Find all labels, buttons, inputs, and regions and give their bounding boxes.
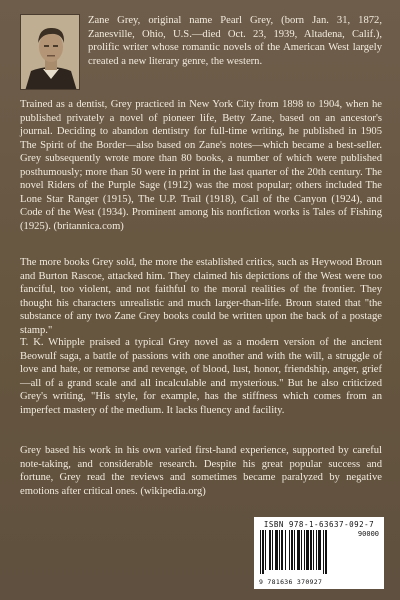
barcode-bar	[318, 530, 321, 570]
price-code: 90000	[357, 530, 379, 538]
barcode-bar	[316, 530, 317, 570]
barcode-bar	[260, 530, 261, 574]
author-intro: Zane Grey, original name Pearl Grey, (born Jan. 31, 1872, Zanesville, Ohio, U.S.—died Oct. 23, 1939, Altadena, Calif.), prolific writer whose romantic novels of the American West largely created a new literary genre, the western.	[88, 15, 382, 67]
whipple-paragraph: T. K. Whipple praised a typical Grey novel as a modern version of the ancient Beowulf saga, a battle of passions with one another and with the will, a struggle of love and hate, or remorse and revenge, of blood, lust, honor, friendship, anger, grief—all of a grand scale and all incalculable and mysterious." But he also criticized Grey's writing, "His style, for example, has the stiffness which comes from an imperfect mastery of the medium. It lacks fluency and facility.	[20, 337, 382, 416]
critics-paragraph: The more books Grey sold, the more the established critics, such as Heywood Broun and Burton Rascoe, attacked him. They claimed his depictions of the West were too fanciful, too violent, and not faithful to the moral realities of the frontier. They thought his characters unrealistic and much larger-than-life. Broun stated that "the substance of any two Zane Grey books could be written upon the back of a postage stamp."	[20, 257, 382, 336]
isbn-text: ISBN 978-1-63637-092-7	[263, 520, 375, 529]
barcode-bar	[313, 530, 314, 570]
barcode-bar	[301, 530, 302, 570]
barcode-bar	[304, 530, 305, 570]
barcode-bar	[272, 530, 273, 570]
barcode-bar	[323, 530, 324, 574]
author-portrait	[20, 14, 80, 90]
barcode-bars	[259, 530, 355, 574]
barcode-bar	[281, 530, 283, 570]
barcode-bar	[294, 530, 295, 570]
barcode-bar	[289, 530, 290, 570]
barcode-number: 9 781636 370927	[259, 578, 323, 586]
barcode-bar	[306, 530, 309, 570]
barcode-bar	[265, 530, 266, 570]
biography-paragraph: Trained as a dentist, Grey practiced in New York City from 1898 to 1904, when he published privately a novel of pioneer life, Betty Zane, based on an ancestor's journal. Deciding to abandon dentistry for full-time writing, he published in 1905 The Spirit of the Border—also based on Zane's notes—which became a best-seller. Grey subsequently wrote more than 80 books, a number of which were published posthumously; more than 50 were in print in the last quarter of the 20th century. The novel Riders of the Purple Sage (1912) was the most popular; others included The Lone Star Ranger (1915), The U.P. Trail (1918), Call of the Canyon (1924), and Code of the West (1934). Prominent among his nonfiction works is Tales of Fishing (1925). (britannica.com)	[20, 99, 382, 232]
barcode-bar	[269, 530, 271, 570]
barcode-bar	[297, 530, 300, 570]
barcode-bar	[291, 530, 293, 570]
barcode-bar	[325, 530, 327, 574]
barcode-bar	[262, 530, 264, 574]
barcode-bar	[285, 530, 286, 570]
barcode-bar	[310, 530, 312, 570]
isbn-barcode	[254, 517, 384, 589]
barcode-bar	[279, 530, 280, 570]
barcode-bar	[275, 530, 278, 570]
research-paragraph: Grey based his work in his own varied first-hand experience, supported by careful note-taking, and considerable research. Despite his great popular success and fortune, Grey read the reviews and sometimes became paralyzed by negative emotions after critical ones. (wikipedia.org)	[20, 445, 382, 497]
